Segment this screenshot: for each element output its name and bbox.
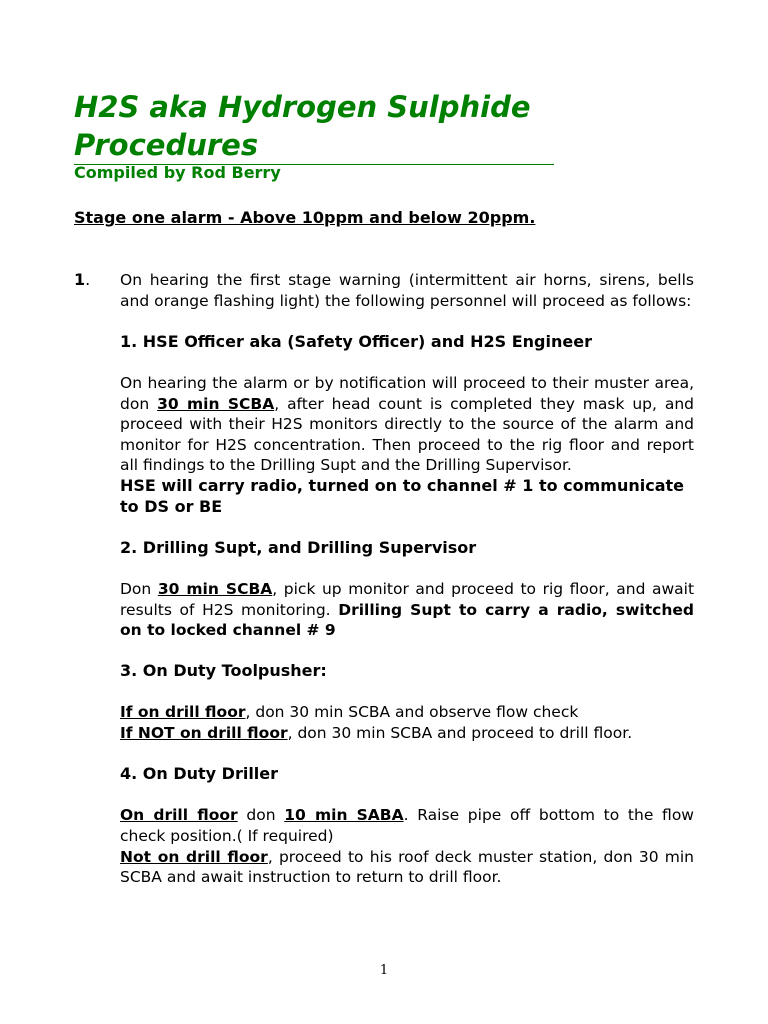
section-3-l1-em: If on drill floor xyxy=(120,703,246,722)
section-3-l2-em: If NOT on drill floor xyxy=(120,724,288,743)
section-4-heading: 4. On Duty Driller xyxy=(120,764,279,784)
item-number xyxy=(74,270,90,289)
section-2-scba: 30 min SCBA xyxy=(157,579,273,598)
section-2-mid: , pick up monitor and proceed to rig floor, and await results of H2S monitoring. xyxy=(120,579,695,619)
section-2-radio-note: Drilling Supt to carry a radio, switched on to locked channel # 9 xyxy=(120,600,694,640)
title-line-2: Procedures xyxy=(74,128,259,162)
section-3-line-1 xyxy=(120,702,694,723)
section-4-l2-rest: , proceed to his roof deck muster station, don 30 min SCBA and await instruction to return to drill floor. xyxy=(120,847,695,887)
section-2-heading: 2. Drilling Supt, and Drilling Supervisor xyxy=(120,537,477,557)
item-number-dot: . xyxy=(85,270,91,289)
section-4-saba: 10 min SABA xyxy=(284,806,404,825)
section-1-heading: 1. HSE Officer aka (Safety Officer) and H2S Engineer xyxy=(120,331,592,351)
section-3-l1-rest: , don 30 min SCBA and observe flow check xyxy=(245,703,579,722)
document-title xyxy=(74,88,554,165)
section-4-l1-em: On drill floor xyxy=(120,806,238,825)
section-4-l2-em: Not on drill floor xyxy=(120,847,268,866)
document-subtitle: Compiled by Rod Berry xyxy=(74,163,281,182)
section-4-line-2 xyxy=(120,847,694,888)
section-1-scba: 30 min SCBA xyxy=(157,394,275,413)
title-line-1: H2S aka Hydrogen Sulphide xyxy=(74,90,531,124)
stage-heading: Stage one alarm - Above 10ppm and below 20ppm. xyxy=(74,208,536,227)
section-2-paragraph xyxy=(120,579,694,641)
section-4-l1-rest: . Raise pipe off bottom to the flow check position.( If required) xyxy=(120,806,694,846)
section-3-l2-rest: , don 30 min SCBA and proceed to drill floor. xyxy=(287,724,633,743)
item-number-value: 1 xyxy=(74,270,86,289)
intro-paragraph: On hearing the first stage warning (intermittent air horns, sirens, bells and orange flashing light) the following personnel will proceed as follows: xyxy=(120,271,694,310)
section-1-text: On hearing the alarm or by notification will proceed to their muster area, don xyxy=(120,373,694,413)
section-1-paragraph xyxy=(120,373,694,476)
item-body xyxy=(120,270,694,888)
section-2-pre: Don xyxy=(120,579,158,598)
section-3-line-2 xyxy=(120,723,694,744)
section-1-text-rest: , after head count is completed they mask up, and proceed with their H2S monitors directly to the source of the alarm and monitor for H2S concentration. Then proceed to the rig floor and report all findings to the Drilling Supt and the Drilling Supervisor. xyxy=(120,394,695,475)
section-4-line-1 xyxy=(120,805,694,846)
section-1-radio-note: HSE will carry radio, turned on to channel # 1 to communicate to DS or BE xyxy=(120,475,685,516)
section-3-heading: 3. On Duty Toolpusher: xyxy=(120,661,327,681)
page-number: 1 xyxy=(379,963,389,978)
section-4-l1-mid: don xyxy=(237,806,285,825)
